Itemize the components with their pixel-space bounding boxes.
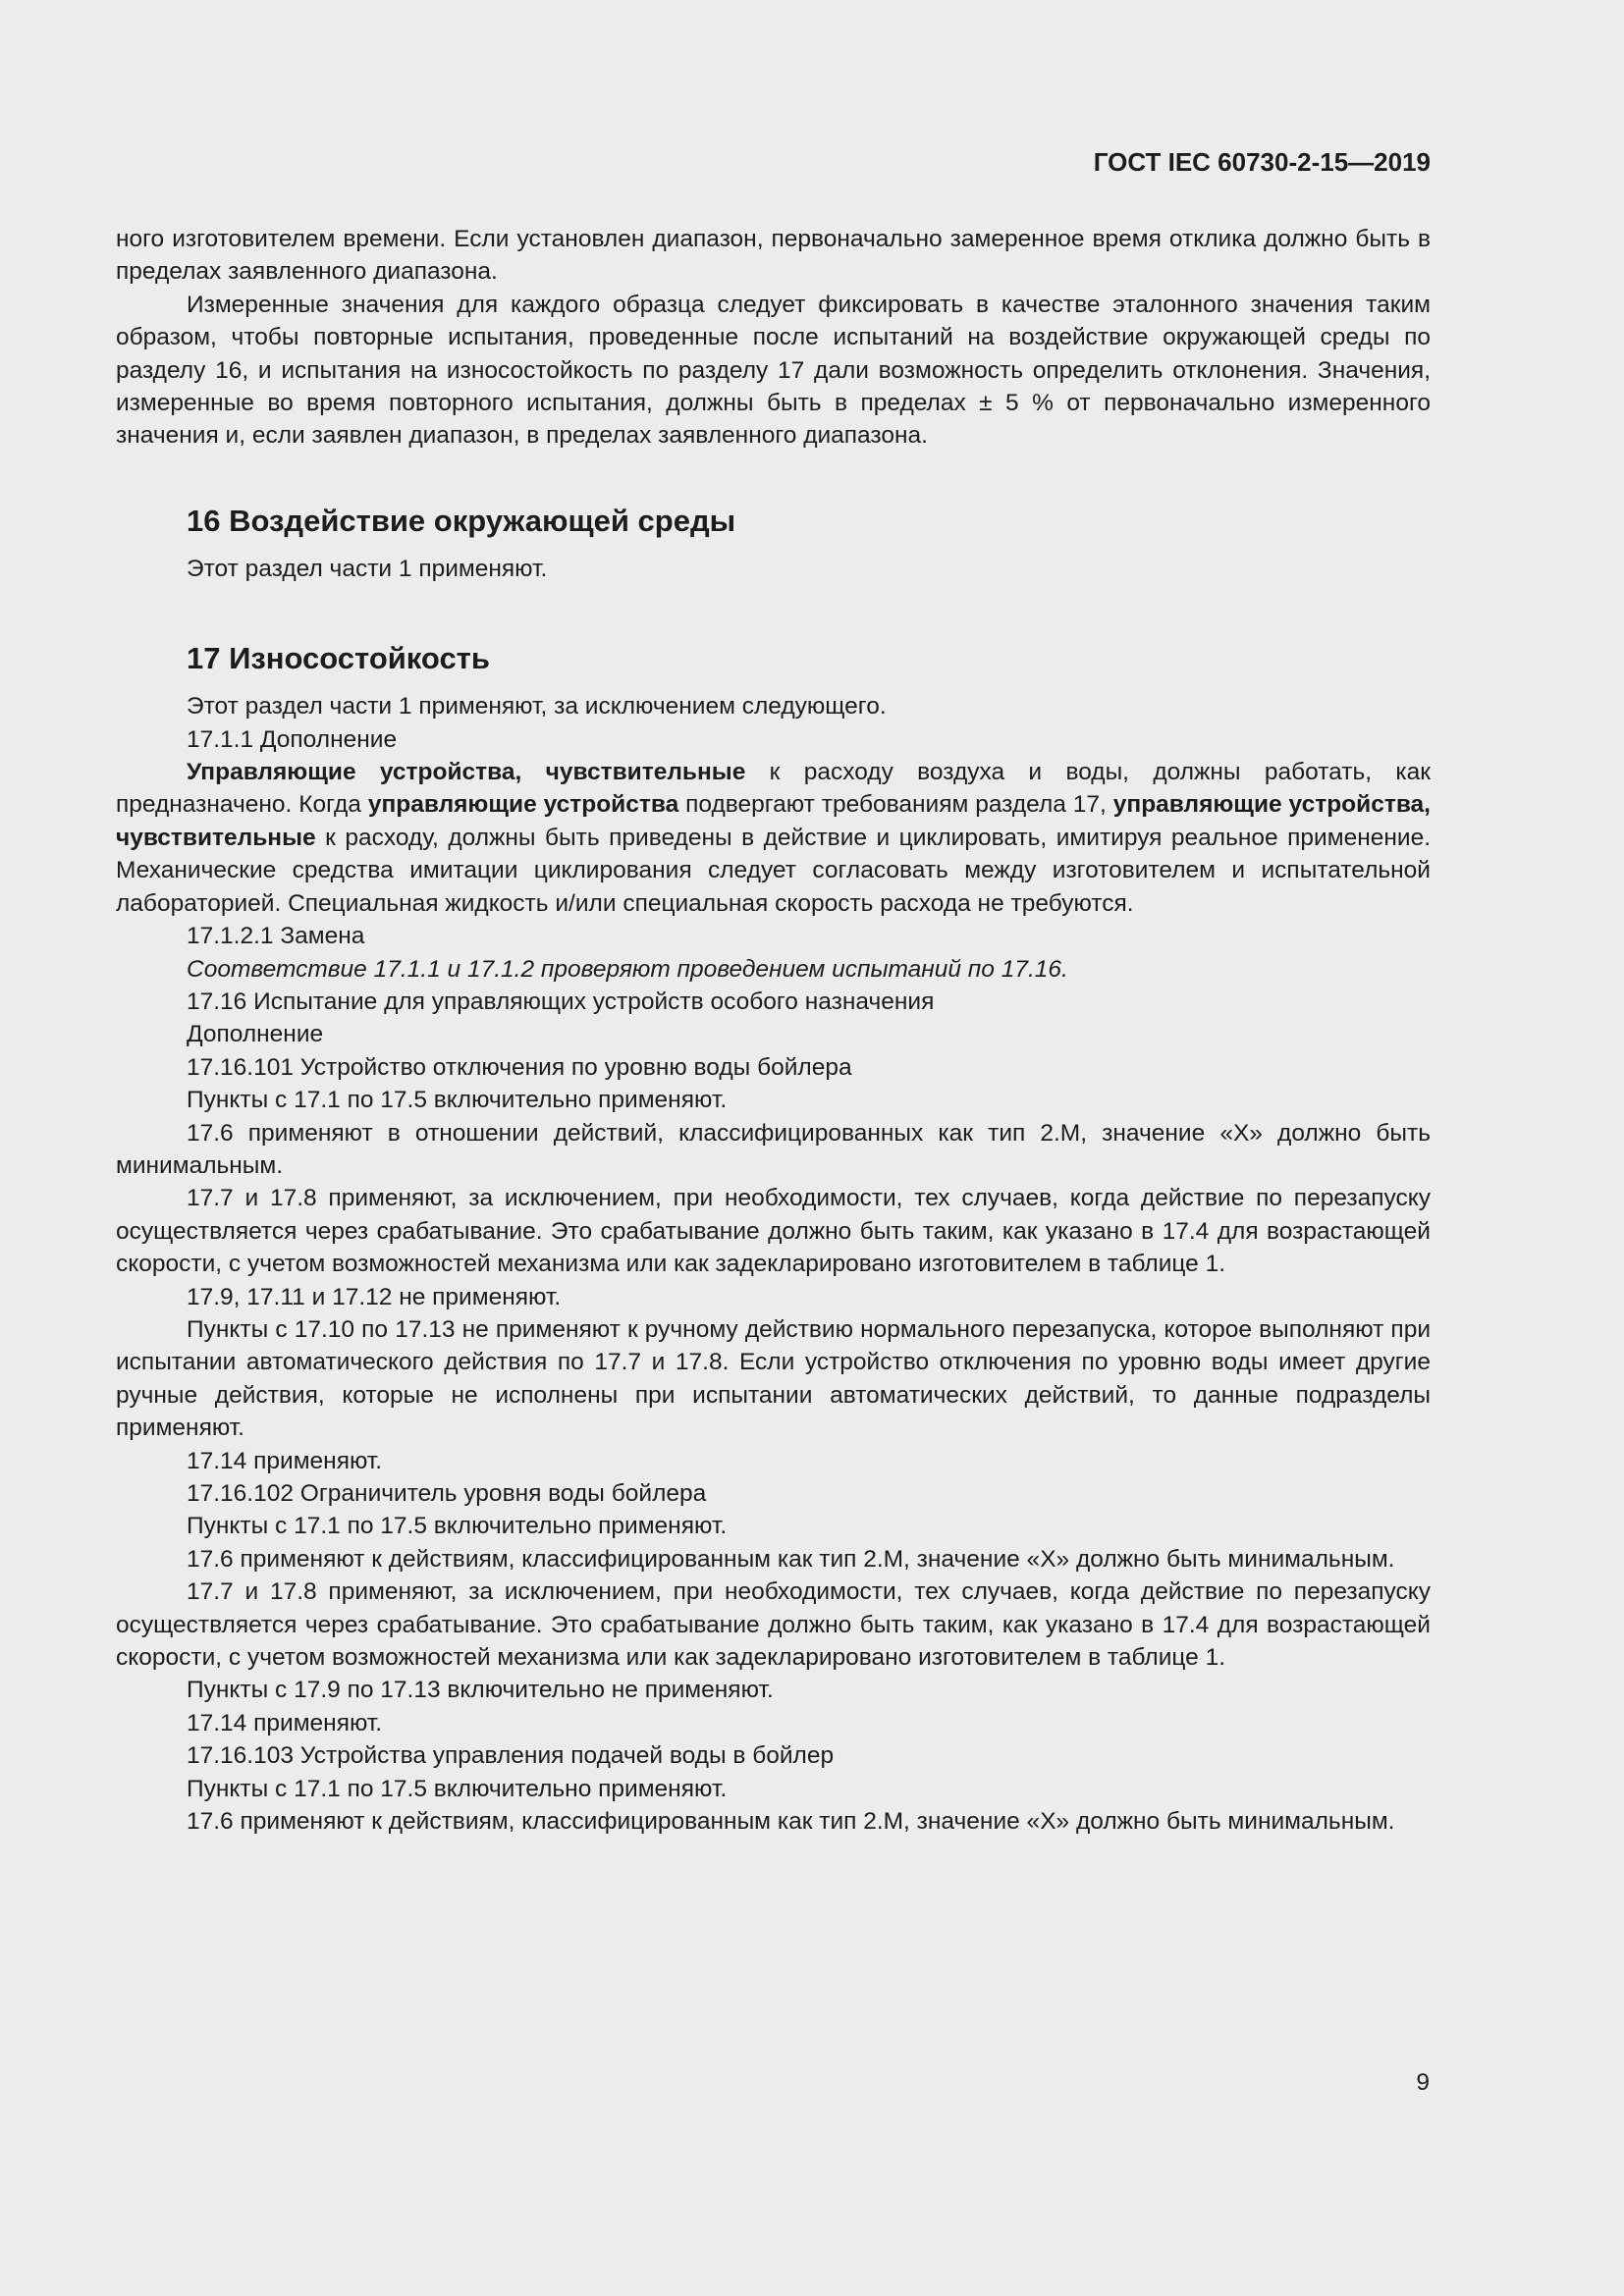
bold-term: управляющие устройства, чувствительные [116, 791, 1431, 851]
section-17-intro: Этот раздел части 1 применяют, за исключением следующего. [187, 693, 887, 721]
text-run: подвергают требованиям раздела 17, [678, 791, 1113, 819]
clause-17-16-102-heading: 17.16.102 Ограничитель уровня воды бойлера [187, 1480, 707, 1507]
clause-101-paragraph: Пункты с 17.10 по 17.13 не применяют к ручному действию нормального перезапуска, которое выполняют при испытании автоматического действия по 17.7 и 17.8. Если устройство отключения по уровню воды имеет другие ручные действия, которые не исполнены при испытании автоматических действий, то данные подразделы применяют. [116, 1315, 1431, 1442]
clause-17-16-103-heading: 17.16.103 Устройства управления подачей воды в бойлер [187, 1742, 835, 1770]
compliance-text: Соответствие 17.1.1 и 17.1.2 проверяют проведением испытаний по 17.16. [187, 955, 1068, 983]
document-header: ГОСТ IEC 60730-2-15—2019 [1093, 147, 1431, 177]
clause-101-paragraph: 17.6 применяют в отношении действий, классифицированных как тип 2.M, значение «X» должно быть минимальным. [116, 1119, 1431, 1179]
bold-term: Управляющие устройства, чувствительные [187, 759, 746, 786]
clause-103-paragraph: Пункты с 17.1 по 17.5 включительно применяют. [187, 1775, 728, 1802]
clause-101-paragraph: 17.7 и 17.8 применяют, за исключением, при необходимости, тех случаев, когда действие по перезапуску осуществляется через срабатывание. Это срабатывание должно быть таким, как указано в 17.4 для возрастающей скорости, с учетом возможностей механизма или как задекларировано изготовителем в таблице 1. [116, 1185, 1431, 1278]
addition-label: Дополнение [187, 1021, 324, 1048]
clause-17-1-1-heading: 17.1.1 Дополнение [187, 725, 398, 753]
clause-102-paragraph: 17.6 применяют к действиям, классифицированным как тип 2.M, значение «X» должно быть минимальным. [187, 1545, 1395, 1573]
page-number: 9 [1416, 2069, 1430, 2096]
text-run: к расходу воздуха и воды, должны работать, как предназначено. Когда [116, 759, 1431, 819]
clause-102-paragraph: 17.14 применяют. [187, 1709, 383, 1736]
intro-paragraph-1: ного изготовителем времени. Если установлен диапазон, первоначально замеренное время отклика должно быть в пределах заявленного диапазона. [116, 226, 1431, 286]
controls-paragraph [116, 756, 1431, 920]
intro-paragraph-2: Измеренные значения для каждого образца следует фиксировать в качестве эталонного значения таким образом, чтобы повторные испытания, проведенные после испытаний на воздействие окружающей среды по разделу 16, и испытания на износостойкость по разделу 17 дали возможность определить отклонения. Значения, измеренные во время повторного испытания, должны быть в пределах ± 5 % от первоначально измеренного значения и, если заявлен диапазон, в пределах заявленного диапазона. [116, 291, 1431, 450]
section-16-heading: 16 Воздействие окружающей среды [187, 503, 736, 538]
clause-101-paragraph: 17.14 применяют. [187, 1447, 383, 1474]
clause-102-paragraph: Пункты с 17.9 по 17.13 включительно не применяют. [187, 1677, 774, 1704]
bold-term: управляющие устройства [367, 791, 679, 819]
section-17-heading: 17 Износостойкость [187, 641, 490, 676]
clause-103-paragraph: 17.6 применяют к действиям, классифицированным как тип 2.M, значение «X» должно быть минимальным. [187, 1808, 1395, 1836]
clause-102-paragraph: 17.7 и 17.8 применяют, за исключением, при необходимости, тех случаев, когда действие по перезапуску осуществляется через срабатывание. Это срабатывание должно быть таким, как указано в 17.4 для возрастающей скорости, с учетом возможностей механизма или как задекларировано изготовителем в таблице 1. [116, 1578, 1431, 1672]
clause-17-1-2-1-heading: 17.1.2.1 Замена [187, 923, 365, 950]
text-run: к расходу, должны быть приведены в действие и циклировать, имитируя реальное применение. Механические средства имитации циклирования следует согласовать между изготовителем и испытательной лабораторией. Специальная жидкость и/или специальная скорость расхода не требуются. [116, 824, 1431, 917]
clause-102-paragraph: Пункты с 17.1 по 17.5 включительно применяют. [187, 1513, 728, 1540]
clause-101-paragraph: Пункты с 17.1 по 17.5 включительно применяют. [187, 1087, 728, 1114]
page-content [116, 223, 1431, 1838]
clause-17-16-heading: 17.16 Испытание для управляющих устройств особого назначения [187, 988, 935, 1015]
section-16-text: Этот раздел части 1 применяют. [187, 555, 548, 582]
clause-17-16-101-heading: 17.16.101 Устройство отключения по уровню воды бойлера [187, 1053, 852, 1081]
clause-101-paragraph: 17.9, 17.11 и 17.12 не применяют. [187, 1283, 562, 1310]
compliance-note [116, 953, 1431, 986]
